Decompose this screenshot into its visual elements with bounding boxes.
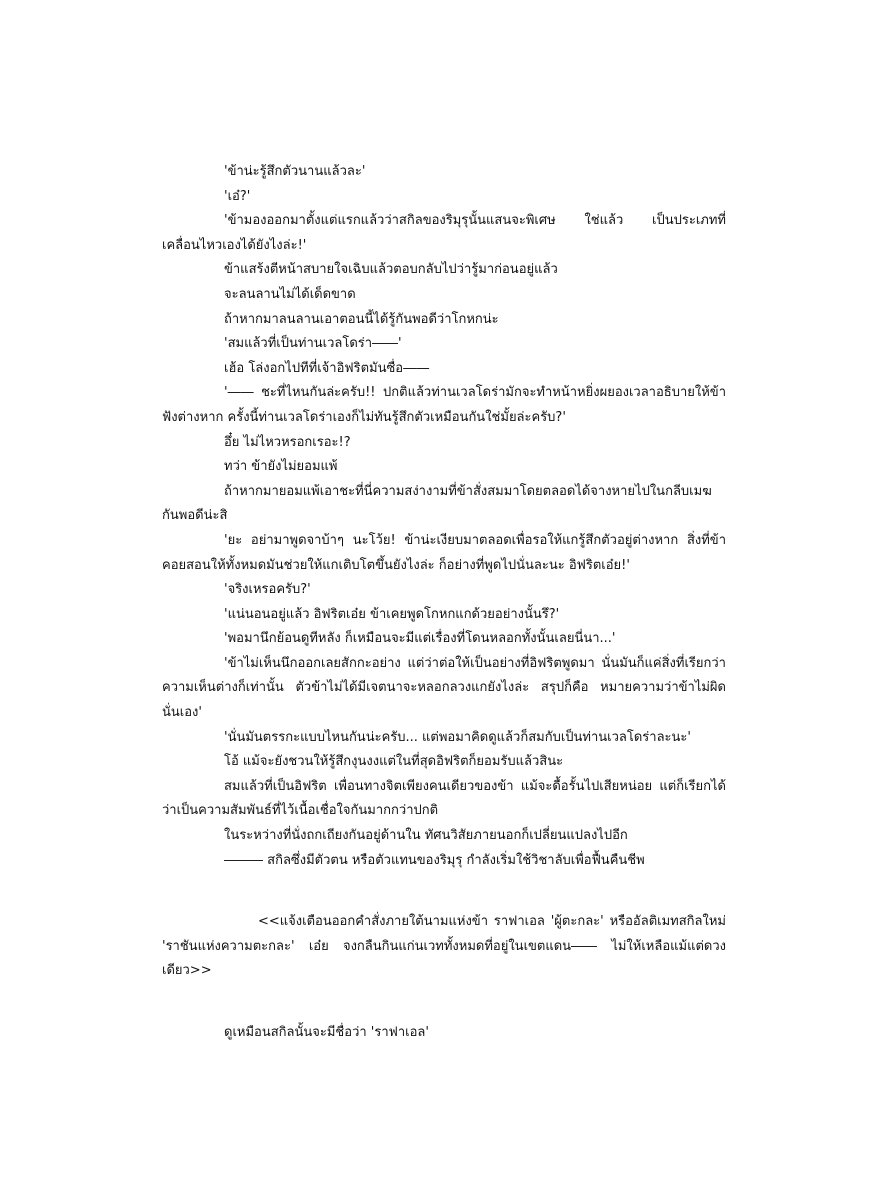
paragraph: 'จริงเหรอครับ?' xyxy=(224,582,311,598)
paragraph: ในระหว่างที่นั่งถกเถียงกันอยู่ด้านใน ทัศนวิสัยภายนอกก็เปลี่ยนแปลงไปอีก xyxy=(224,828,628,844)
spacer xyxy=(162,984,726,1021)
paragraph: 'นั่นมันตรรกะแบบไหนกันน่ะครับ... แต่พอมาคิดดูแล้วก็สมกับเป็นท่านเวลโดร่าละนะ' xyxy=(224,729,691,745)
body-text xyxy=(162,160,726,1046)
spacer xyxy=(162,873,726,910)
paragraph: ข้าแสร้งตีหน้าสบายใจเฉิบแล้วตอบกลับไปว่ารู้มาก่อนอยู่แล้ว xyxy=(224,262,558,278)
closing-paragraph: ดูเหมือนสกิลนั้นจะมีชื่อว่า 'ราฟาเอล' xyxy=(224,1025,429,1040)
paragraph: ถ้าหากมาลนลานเอาตอนนี้ได้รู้กันพอดีว่าโกหกน่ะ xyxy=(224,311,499,327)
paragraph: 'ข้าไม่เห็นนึกออกเลยสักกะอย่าง แต่ว่าต่อให้เป็นอย่างที่อิฟริตพูดมา นั่นมันก็แค่สิ่งที่เรียกว่าความเห็นต่างก็เท่านั้น ตัวข้าไม่ได้มีเจตนาจะหลอกลวงแกยังไงล่ะ สรุปก็คือ หมายความว่าข้าไม่ผิดนั่นเอง' xyxy=(162,655,726,721)
paragraph: ถ้าหากมายอมแพ้เอาชะที่นี่ความสง่างามที่ข้าสั่งสมมาโดยตลอดได้จางหายไปในกลีบเมฆกันพอดีน่ะสิ xyxy=(162,483,712,524)
paragraph: อึ๋ย ไม่ไหวหรอกเรอะ!? xyxy=(224,434,351,450)
paragraph: 'ข้ามองออกมาตั้งแต่แรกแล้วว่าสกิลของริมุรุนั้นแสนจะพิเศษ ใช่แล้ว เป็นประเภทที่เคลื่อนไหวเองได้ยังไงล่ะ!' xyxy=(162,213,726,253)
paragraph: สมแล้วที่เป็นอิฟริต เพื่อนทางจิตเพียงคนเดียวของข้า แม้จะดื้อรั้นไปเสียหน่อย แต่ก็เรียกได้ว่าเป็นความสัมพันธ์ที่ไว้เนื้อเชื่อใจกันมากกว่าปกติ xyxy=(162,778,726,819)
paragraph: โอ้ แม้จะยังชวนให้รู้สึกงุนงงแต่ในที่สุดอิฟริตก็ยอมรับแล้วสินะ xyxy=(224,754,564,770)
paragraph: เฮ้อ โล่งอกไปทีที่เจ้าอิฟริตมันซื่อ―― xyxy=(224,360,430,376)
paragraph: 'เอ๋?' xyxy=(224,188,251,204)
paragraph: 'ยะ อย่ามาพูดจาบ้าๆ นะโว้ย! ข้าน่ะเงียบมาตลอดเพื่อรอให้แกรู้สึกตัวอยู่ต่างหาก สิ่งที่ข้าคอยสอนให้ทั้งหมดมันช่วยให้แกเติบโตขึ้นยังไงล่ะ ก็อย่างที่พูดไปนั่นละนะ อิฟริตเอ๋ย!' xyxy=(162,532,726,573)
paragraph: ――― สกิลซึ่งมีตัวตน หรือตัวแทนของริมุรุ กำลังเริ่มใช้วิชาลับเพื่อฟื้นคืนชีพ xyxy=(224,852,645,868)
paragraph: จะลนลานไม่ได้เด็ดขาด xyxy=(224,286,356,302)
paragraph: 'แน่นอนอยู่แล้ว อิฟริตเอ๋ย ข้าเคยพูดโกหกแกด้วยอย่างนั้นรึ?' xyxy=(224,606,560,622)
system-notice: <<แจ้งเตือนออกคำสั่งภายใต้นามแห่งข้า ราฟาเอล 'ผู้ตะกละ' หรืออัลติเมทสกิลใหม่ 'ราชันแห่งความตะกละ' เอ๋ย จงกลืนกินแก่นเวททั้งหมดที่อยู่ในเขตแดน―― ไม่ให้เหลือแม้แต่ดวงเดียว>> xyxy=(162,914,726,979)
paragraph: 'พอมานึกย้อนดูทีหลัง ก็เหมือนจะมีแต่เรื่องที่โดนหลอกทั้งนั้นเลยนี่นา...' xyxy=(224,631,616,647)
paragraph: '―― ชะที่ไหนกันล่ะครับ!! ปกติแล้วท่านเวลโดร่ามักจะทำหน้าหยิ่งผยองเวลาอธิบายให้ข้าฟังต่างหาก ครั้งนี้ท่านเวลโดร่าเองก็ไม่ทันรู้สึกตัวเหมือนกันใช่มั้ยล่ะครับ?' xyxy=(162,385,726,425)
paragraph: ทว่า ข้ายังไม่ยอมแพ้ xyxy=(224,459,338,475)
paragraph: 'ข้าน่ะรู้สึกตัวนานแล้วละ' xyxy=(224,164,366,179)
paragraph: 'สมแล้วที่เป็นท่านเวลโดร่า――' xyxy=(224,336,402,352)
